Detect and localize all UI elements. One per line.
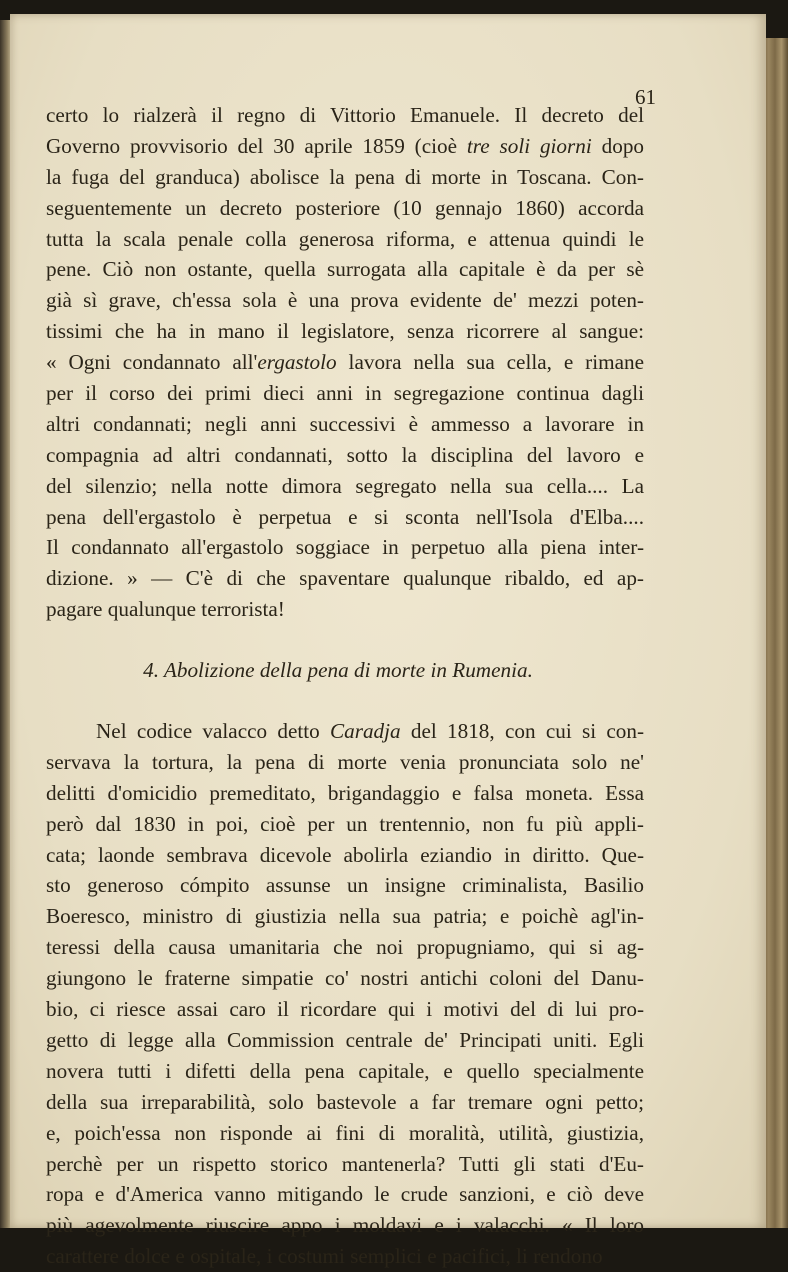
text-line: delitti d'omicidio premeditato, brigandaggio e falsa moneta. Essa xyxy=(46,780,644,805)
text-line: per il corso dei primi dieci anni in segregazione continua dagli xyxy=(46,381,644,406)
text-line: sto generoso cómpito assunse un insigne criminalista, Basilio xyxy=(46,873,644,898)
text-line: pena dell'ergastolo è perpetua e si sconta nell'Isola d'Elba.... xyxy=(46,504,644,529)
text-line: tutta la scala penale colla generosa riforma, e attenua quindi le xyxy=(46,226,644,251)
text-line: altri condannati; negli anni successivi è ammesso a lavorare in xyxy=(46,411,644,436)
text-line: Nel codice valacco detto Caradja del 1818, con cui si con- xyxy=(96,719,645,744)
text-line: giungono le fraterne simpatie co' nostri antichi coloni del Danu- xyxy=(46,966,644,991)
page-text xyxy=(46,100,644,1272)
text-line: già sì grave, ch'essa sola è una prova evidente de' mezzi poten- xyxy=(46,288,644,313)
paragraph-2 xyxy=(46,716,644,1272)
page-number: 61 xyxy=(635,85,656,109)
text-line: però dal 1830 in poi, cioè per un trentennio, non fu più appli- xyxy=(46,811,644,836)
text-line: servava la tortura, la pena di morte venia pronunciata solo ne' xyxy=(46,749,644,774)
text-line: Il condannato all'ergastolo soggiace in perpetuo alla piena inter- xyxy=(46,535,644,560)
text-line: Boeresco, ministro di giustizia nella sua patria; e poichè agl'in- xyxy=(46,904,644,929)
text-line: cata; laonde sembrava dicevole abolirla eziandio in diritto. Que- xyxy=(46,842,644,867)
text-line: seguentemente un decreto posteriore (10 gennajo 1860) accorda xyxy=(46,195,644,220)
text-line: più agevolmente riuscire appo i moldavi e i valacchi. « Il loro xyxy=(46,1213,644,1238)
text-line: compagnia ad altri condannati, sotto la disciplina del lavoro e xyxy=(46,442,644,467)
text-line: e, poich'essa non risponde ai fini di moralità, utilità, giustizia, xyxy=(46,1120,644,1145)
paragraph-1 xyxy=(46,100,644,625)
text-line: dizione. » — C'è di che spaventare qualunque ribaldo, ed ap- xyxy=(46,566,644,591)
text-line: Governo provvisorio del 30 aprile 1859 (cioè tre soli giorni dopo xyxy=(46,133,644,158)
section-heading: 4. Abolizione della pena di morte in Rumenia. xyxy=(143,658,533,683)
text-line: pene. Ciò non ostante, quella surrogata alla capitale è da per sè xyxy=(46,257,644,282)
text-line: novera tutti i difetti della pena capitale, e quello specialmente xyxy=(46,1058,644,1083)
text-line: carattere dolce e ospitale, i costumi semplici e pacifici, li rendono xyxy=(46,1244,603,1269)
text-line: certo lo rialzerà il regno di Vittorio Emanuele. Il decreto del xyxy=(46,103,644,127)
text-line: pagare qualunque terrorista! xyxy=(46,597,285,622)
text-line: la fuga del granduca) abolisce la pena di morte in Toscana. Con- xyxy=(46,164,644,189)
text-line: del silenzio; nella notte dimora segregato nella sua cella.... La xyxy=(46,473,644,498)
text-line: teressi della causa umanitaria che noi propugniamo, qui si ag- xyxy=(46,935,644,960)
text-line: perchè per un rispetto storico mantenerla? Tutti gli stati d'Eu- xyxy=(46,1151,644,1176)
text-line: della sua irreparabilità, solo bastevole a far tremare ogni petto; xyxy=(46,1089,644,1114)
text-line: « Ogni condannato all'ergastolo lavora nella sua cella, e rimane xyxy=(46,350,644,375)
text-line: tissimi che ha in mano il legislatore, senza ricorrere al sangue: xyxy=(46,319,644,344)
text-line: bio, ci riesce assai caro il ricordare qui i motivi del di lui pro- xyxy=(46,997,644,1022)
text-line: getto di legge alla Commission centrale de' Principati uniti. Egli xyxy=(46,1027,644,1052)
text-line: ropa e d'America vanno mitigando le crude sanzioni, e ciò deve xyxy=(46,1182,644,1207)
